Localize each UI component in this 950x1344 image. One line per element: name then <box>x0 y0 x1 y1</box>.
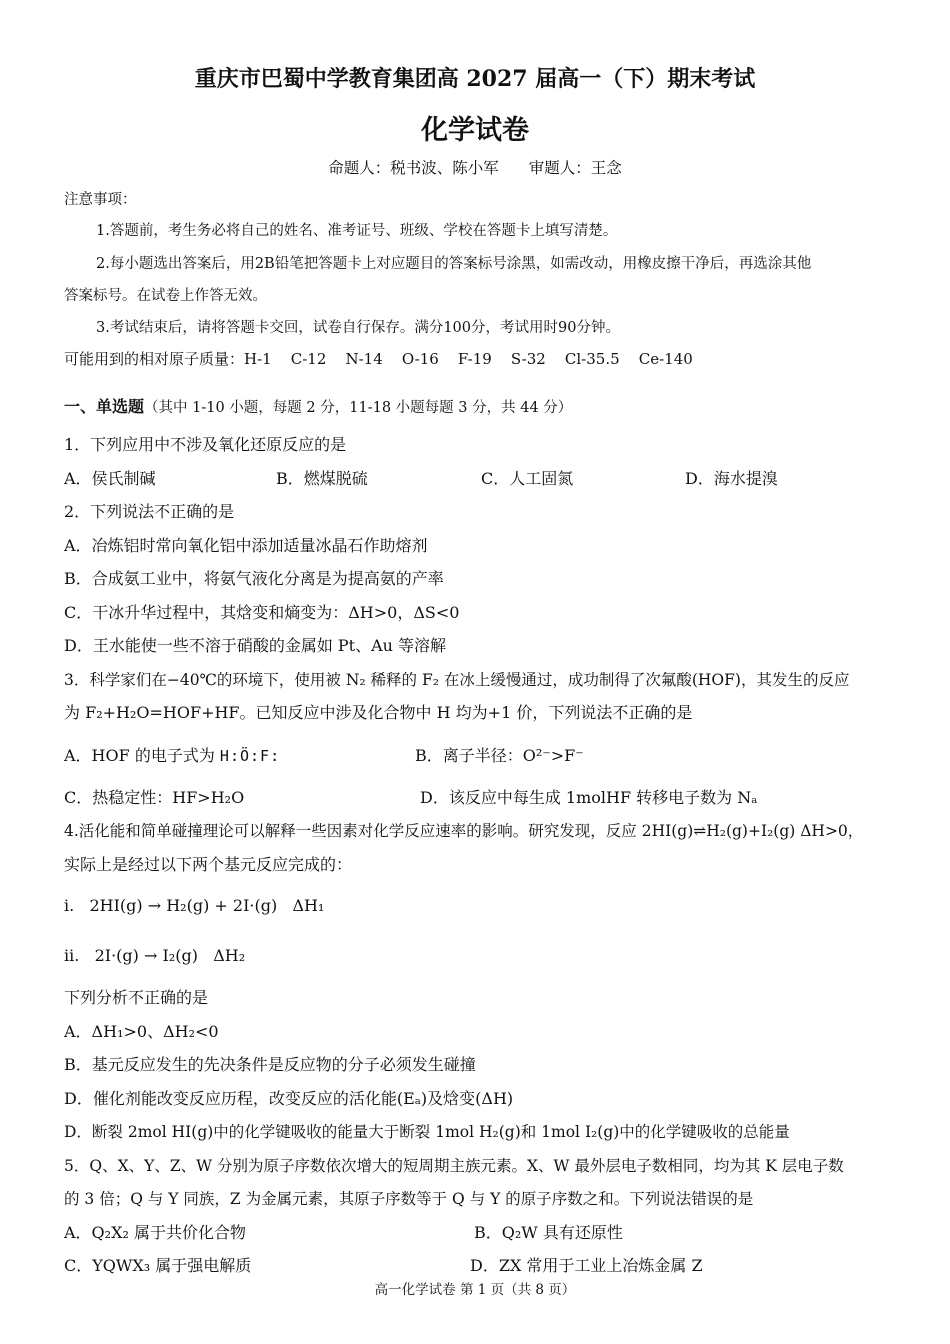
section-title: 一、单选题 <box>64 397 145 416</box>
q3-option-b: B．离子半径：O²⁻>F⁻ <box>415 746 584 765</box>
notes-item-1: 1.答题前，考生务必将自己的姓名、准考证号、班级、学校在答题卡上填写清楚。 <box>96 223 618 239</box>
q3-option-c: C．热稳定性：HF>H₂O <box>64 788 245 807</box>
page-footer: 高一化学试卷 第 1 页（共 8 页） <box>374 1282 576 1298</box>
q1-option-c: C．人工固氮 <box>481 469 574 488</box>
authors-reviewer: 审题人：王念 <box>528 159 622 177</box>
q2-stem: 2．下列说法不正确的是 <box>64 502 235 521</box>
q4-step-2: ii. 2I·(g) → I₂(g) ΔH₂ <box>64 946 246 965</box>
q5-stem-line1: 5．Q、X、Y、Z、W 分别为原子序数依次增大的短周期主族元素。X、W 最外层电子数相同，均为其 K 层电子数 <box>64 1157 844 1175</box>
q4-option-b: B．基元反应发生的先决条件是反应物的分子必须发生碰撞 <box>64 1055 476 1074</box>
section-heading <box>64 396 572 419</box>
authors-setters: 命题人：税书波、陈小军 <box>328 159 499 177</box>
q4-ask: 下列分析不正确的是 <box>64 988 209 1007</box>
section-note: （其中 1-10 小题，每题 2 分，11-18 小题每题 3 分，共 44 分） <box>144 400 573 416</box>
exam-subject: 化学试卷 <box>421 115 529 146</box>
q5-option-b: B．Q₂W 具有还原性 <box>474 1223 623 1242</box>
q2-option-a: A．冶炼铝时常向氧化铝中添加适量冰晶石作助熔剂 <box>64 536 428 555</box>
q2-option-d: D．王水能使一些不溶于硝酸的金属如 Pt、Au 等溶解 <box>64 636 447 655</box>
q5-option-a: A．Q₂X₂ 属于共价化合物 <box>64 1223 246 1242</box>
q4-stem-line1: 4.活化能和简单碰撞理论可以解释一些因素对化学反应速率的影响。研究发现，反应 2HI(g)⇌H₂(g)+I₂(g) ΔH>0， <box>64 822 864 840</box>
exam-title: 重庆市巴蜀中学教育集团高 2027 届高一（下）期末考试 <box>194 66 756 92</box>
q4-option-c: D．催化剂能改变反应历程，改变反应的活化能(Eₐ)及焓变(ΔH) <box>64 1089 514 1108</box>
q4-option-a: A．ΔH₁>0、ΔH₂<0 <box>64 1022 219 1041</box>
q4-option-d: D．断裂 2mol HI(g)中的化学键吸收的能量大于断裂 1mol H₂(g)和 1mol I₂(g)中的化学键吸收的总能量 <box>64 1123 790 1141</box>
q4-stem-line2: 实际上是经过以下两个基元反应完成的： <box>64 855 353 874</box>
q4-step-1: i. 2HI(g) → H₂(g) + 2I·(g) ΔH₁ <box>64 896 325 915</box>
q3-option-a-text: A．HOF 的电子式为 <box>64 746 215 765</box>
q2-option-c: C．干冰升华过程中，其焓变和熵变为：ΔH>0，ΔS<0 <box>64 603 460 622</box>
q3-option-d: D．该反应中每生成 1molHF 转移电子数为 Nₐ <box>420 788 758 807</box>
notes-item-2-cont: 答案标号。在试卷上作答无效。 <box>64 288 267 304</box>
q1-stem: 1．下列应用中不涉及氧化还原反应的是 <box>64 435 347 454</box>
hof-electron-formula: H:Ö:F: <box>219 747 281 765</box>
atomic-masses: 可能用到的相对原子质量：H-1 C-12 N-14 O-16 F-19 S-32 Cl-35.5 Ce-140 <box>64 350 693 368</box>
q5-stem-line2: 的 3 倍；Q 与 Y 同族，Z 为金属元素，其原子序数等于 Q 与 Y 的原子序数之和。下列说法错误的是 <box>64 1190 754 1208</box>
q5-option-c: C．YQWX₃ 属于强电解质 <box>64 1256 252 1275</box>
notes-item-3: 3.考试结束后，请将答题卡交回，试卷自行保存。满分100分，考试用时90分钟。 <box>96 320 620 336</box>
notes-heading: 注意事项： <box>64 192 137 208</box>
q3-option-a <box>64 745 280 767</box>
q2-option-b: B．合成氨工业中，将氨气液化分离是为提高氨的产率 <box>64 569 444 588</box>
notes-item-2: 2.每小题选出答案后，用2B铅笔把答题卡上对应题目的答案标号涂黑，如需改动，用橡皮擦干净后，再选涂其他 <box>96 256 812 272</box>
q1-option-d: D．海水提溴 <box>685 469 778 488</box>
q3-stem-line1: 3．科学家们在−40℃的环境下，使用被 N₂ 稀释的 F₂ 在冰上缓慢通过，成功制得了次氟酸(HOF)，其发生的反应 <box>64 671 850 689</box>
q3-stem-line2: 为 F₂+H₂O=HOF+HF。已知反应中涉及化合物中 H 均为+1 价，下列说法不正确的是 <box>64 703 693 722</box>
q5-option-d: D．ZX 常用于工业上冶炼金属 Z <box>470 1256 703 1275</box>
q1-option-b: B．燃煤脱硫 <box>276 469 368 488</box>
authors-line <box>0 156 950 178</box>
q1-option-a: A．侯氏制碱 <box>64 469 156 488</box>
